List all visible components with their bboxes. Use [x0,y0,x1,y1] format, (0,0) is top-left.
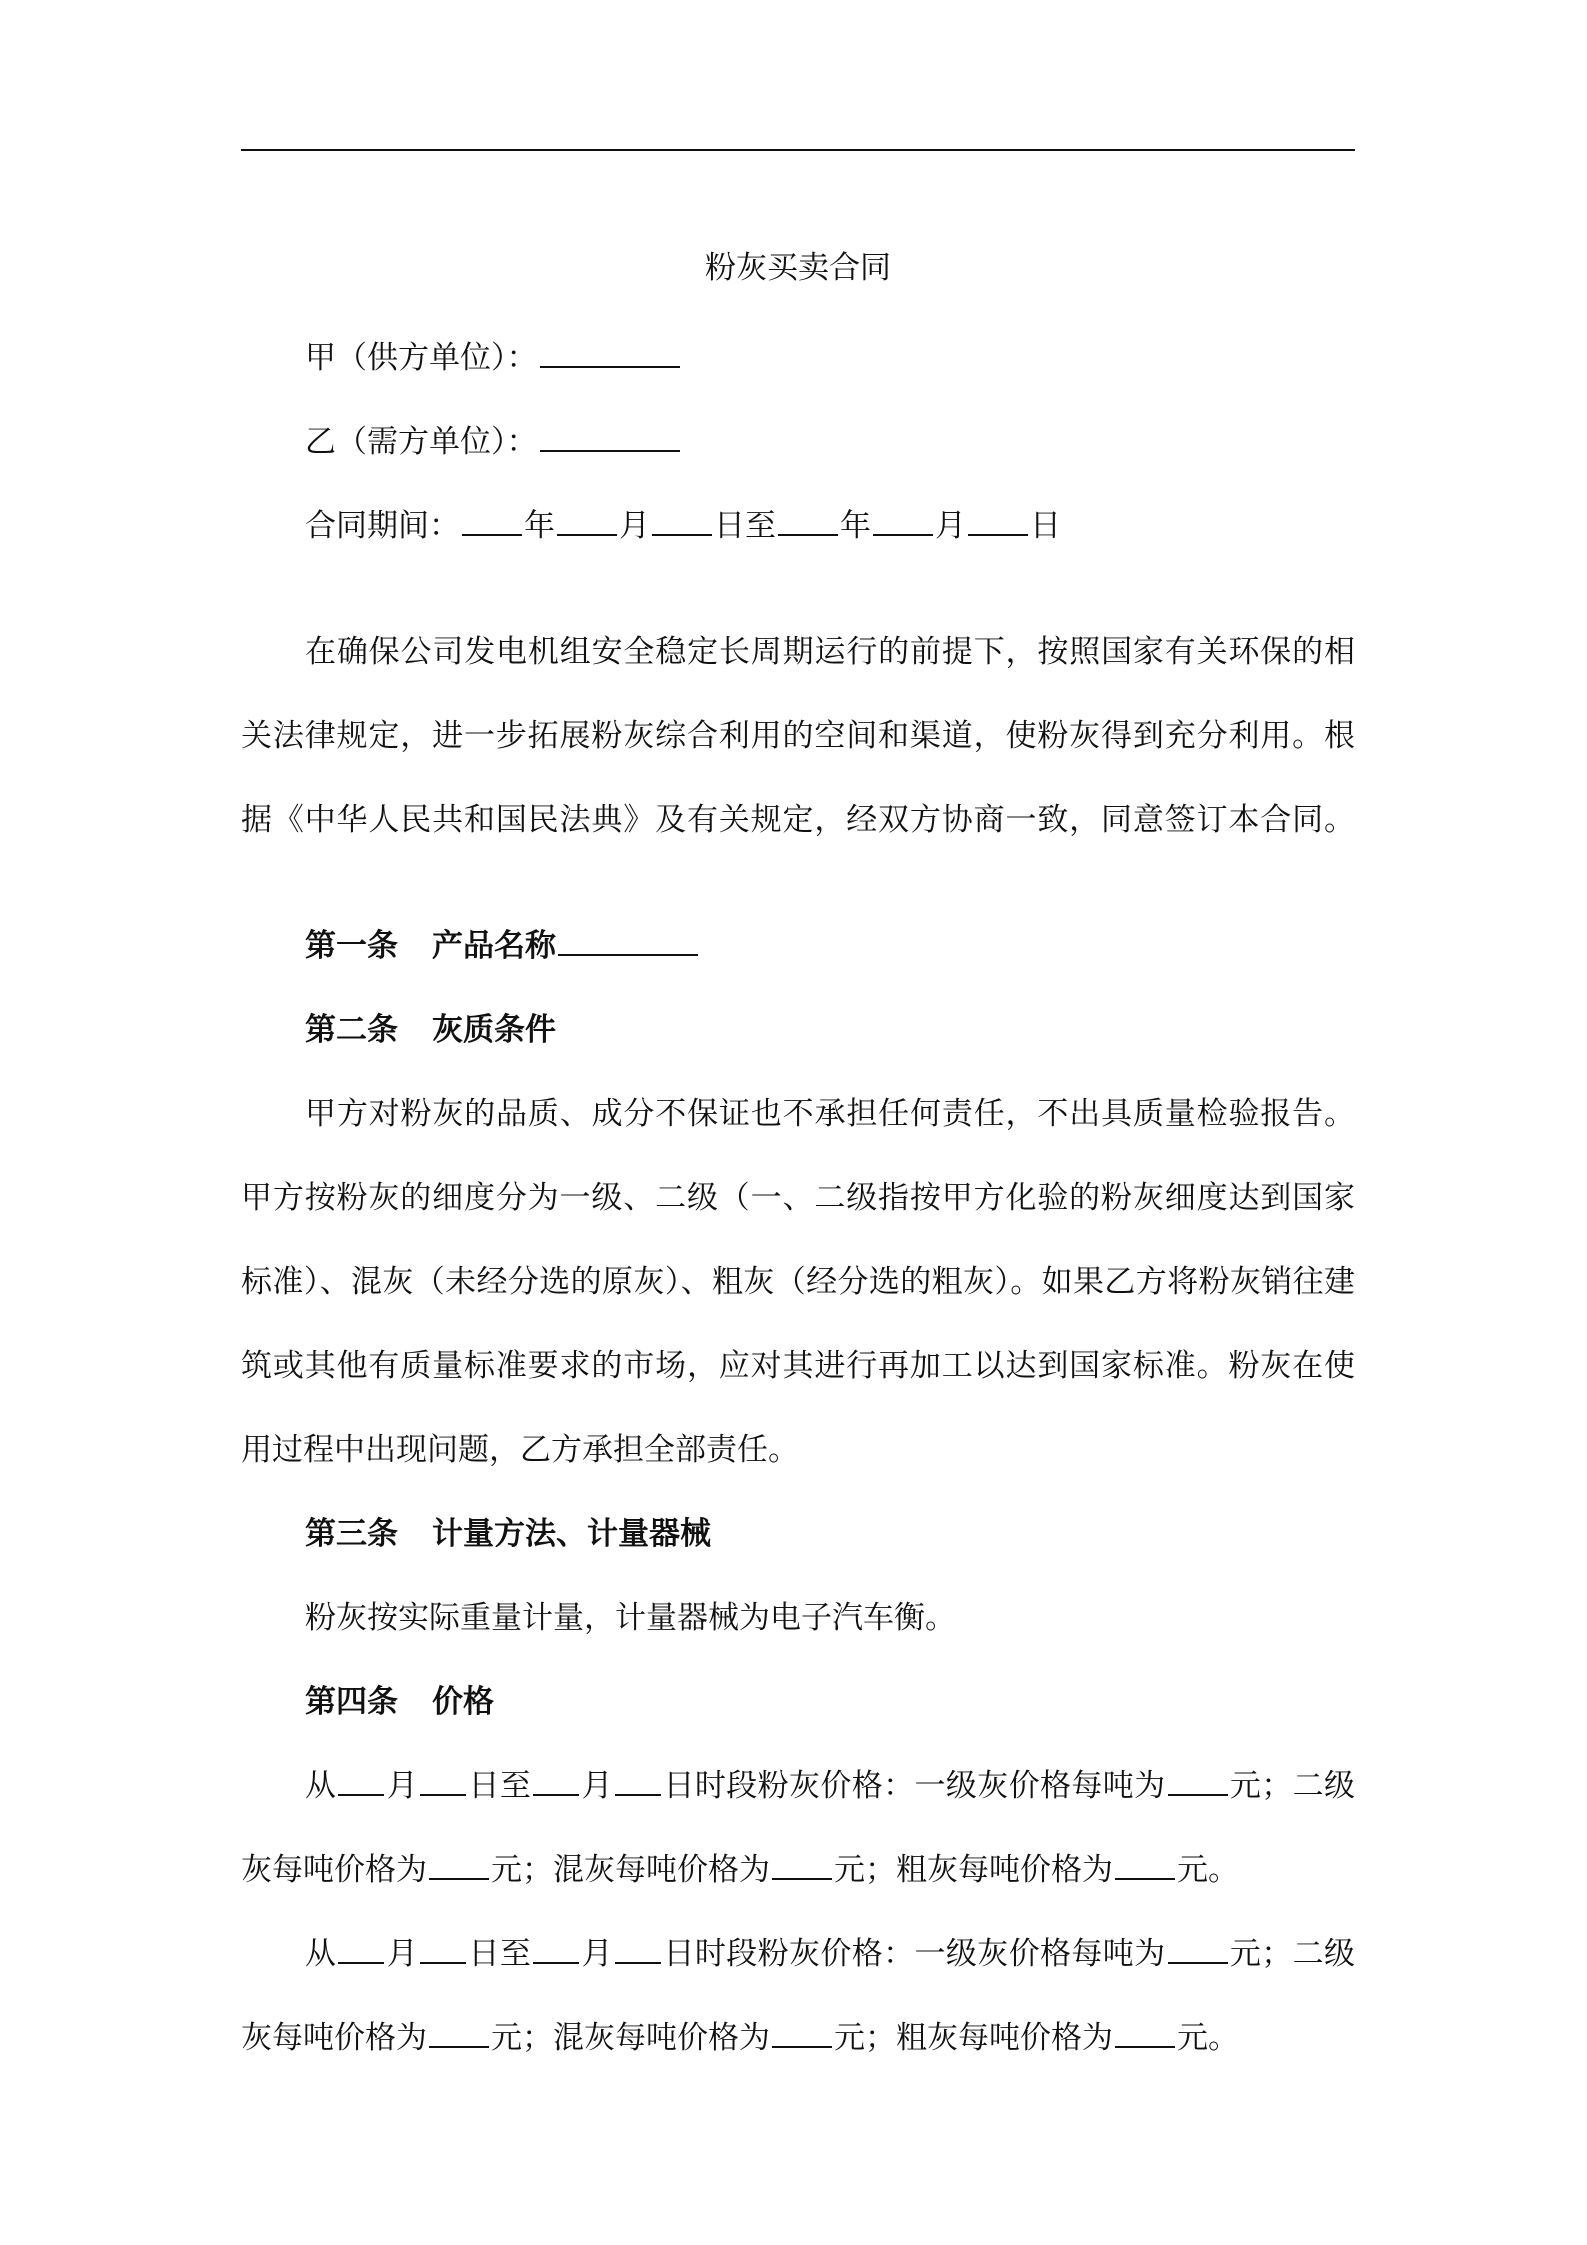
mixed-ash-price-label: 元；混灰每吨价格为 [491,2020,770,2056]
price-period-2-line-2 [241,2016,1355,2060]
month-label: 月 [581,1936,614,1972]
from-label: 从 [305,1768,337,1804]
party-a-label: 甲（供方单位）： [305,340,538,376]
month-label: 月 [386,1936,419,1972]
period-1-grade-1-price-blank[interactable] [1168,1766,1228,1796]
header-rule [241,149,1355,151]
period-1-grade-2-price-blank[interactable] [429,1850,489,1880]
grade-2-price-label: 灰每吨价格为 [241,2020,427,2056]
start-year-blank[interactable] [462,506,522,536]
price-period-1-line-2 [241,1848,1355,1892]
party-b-label: 乙（需方单位）： [305,424,538,460]
end-year-blank[interactable] [778,506,838,536]
price-period-1-line-1 [241,1764,1355,1808]
yuan-second-label: 元；二级 [1229,1936,1356,1972]
party-a-blank[interactable] [540,338,680,368]
period-2-grade-2-price-blank[interactable] [429,2018,489,2048]
period-2-start-day-blank[interactable] [420,1934,466,1964]
article-number: 第一条 [305,928,398,964]
preamble-line: 在确保公司发电机组安全稳定长周期运行的前提下，按照国家有关环保的相 [305,634,1355,670]
article-number: 第四条 [305,1684,398,1720]
yuan-end-label: 元。 [1177,1852,1239,1888]
preamble-line: 据《中华人民共和国民法典》及有关规定，经双方协商一致，同意签订本合同。 [241,802,1355,838]
period-2-grade-1-price-blank[interactable] [1168,1934,1228,1964]
period-1-end-day-blank[interactable] [615,1766,661,1796]
article-2-paragraph-line: 甲方对粉灰的品质、成分不保证也不承担任何责任，不出具质量检验报告。 [305,1096,1355,1132]
day-to-label: 日至 [714,508,776,544]
month-label: 月 [581,1768,614,1804]
month-label: 月 [386,1768,419,1804]
article-2-paragraph-line: 甲方按粉灰的细度分为一级、二级（一、二级指按甲方化验的粉灰细度达到国家 [241,1180,1355,1216]
period-1-start-month-blank[interactable] [338,1766,384,1796]
period-2-start-month-blank[interactable] [338,1934,384,1964]
price-grade-1-label: 日时段粉灰价格：一级灰价格每吨为 [663,1936,1166,1972]
article-title: 计量方法、计量器械 [432,1516,711,1552]
day-to-label: 日至 [468,1936,532,1972]
price-period-2-line-1 [241,1932,1355,1976]
coarse-ash-price-label: 元；粗灰每吨价格为 [834,2020,1113,2056]
article-3-paragraph: 粉灰按实际重量计量，计量器械为电子汽车衡。 [305,1600,956,1636]
day-label: 日 [1030,508,1061,544]
from-label: 从 [305,1936,337,1972]
article-2-heading [241,1008,1355,1052]
article-2-paragraph-line: 用过程中出现问题，乙方承担全部责任。 [241,1432,799,1468]
article-3-heading [241,1512,1355,1556]
coarse-ash-price-label: 元；粗灰每吨价格为 [834,1852,1113,1888]
period-2-end-month-blank[interactable] [533,1934,579,1964]
yuan-second-label: 元；二级 [1229,1768,1356,1804]
article-number: 第三条 [305,1516,398,1552]
article-title: 价格 [432,1684,494,1720]
day-to-label: 日至 [468,1768,532,1804]
period-1-mixed-price-blank[interactable] [772,1850,832,1880]
article-4-heading [241,1680,1355,1724]
period-label: 合同期间： [305,508,460,544]
party-b-line [241,420,1355,464]
year-label: 年 [524,508,555,544]
article-1-heading [241,924,1355,968]
article-title: 灰质条件 [432,1012,556,1048]
period-2-mixed-price-blank[interactable] [772,2018,832,2048]
month-label: 月 [619,508,650,544]
product-name-blank[interactable] [558,926,698,956]
price-grade-1-label: 日时段粉灰价格：一级灰价格每吨为 [663,1768,1166,1804]
contract-period-line [241,504,1355,548]
party-b-blank[interactable] [540,422,680,452]
mixed-ash-price-label: 元；混灰每吨价格为 [491,1852,770,1888]
article-number: 第二条 [305,1012,398,1048]
start-day-blank[interactable] [652,506,712,536]
start-month-blank[interactable] [557,506,617,536]
article-title: 产品名称 [432,928,556,964]
period-2-end-day-blank[interactable] [615,1934,661,1964]
end-month-blank[interactable] [873,506,933,536]
article-2-paragraph-line: 标准）、混灰（未经分选的原灰）、粗灰（经分选的粗灰）。如果乙方将粉灰销往建 [241,1264,1355,1300]
article-2-paragraph-line: 筑或其他有质量标准要求的市场，应对其进行再加工以达到国家标准。粉灰在使 [241,1348,1355,1384]
end-day-blank[interactable] [968,506,1028,536]
period-1-end-month-blank[interactable] [533,1766,579,1796]
yuan-end-label: 元。 [1177,2020,1239,2056]
year-label: 年 [840,508,871,544]
preamble-line: 关法律规定，进一步拓展粉灰综合利用的空间和渠道，使粉灰得到充分利用。根 [241,718,1355,754]
period-1-start-day-blank[interactable] [420,1766,466,1796]
period-2-coarse-price-blank[interactable] [1115,2018,1175,2048]
period-1-coarse-price-blank[interactable] [1115,1850,1175,1880]
party-a-line [241,336,1355,380]
grade-2-price-label: 灰每吨价格为 [241,1852,427,1888]
month-label: 月 [935,508,966,544]
document-title: 粉灰买卖合同 [705,250,891,286]
